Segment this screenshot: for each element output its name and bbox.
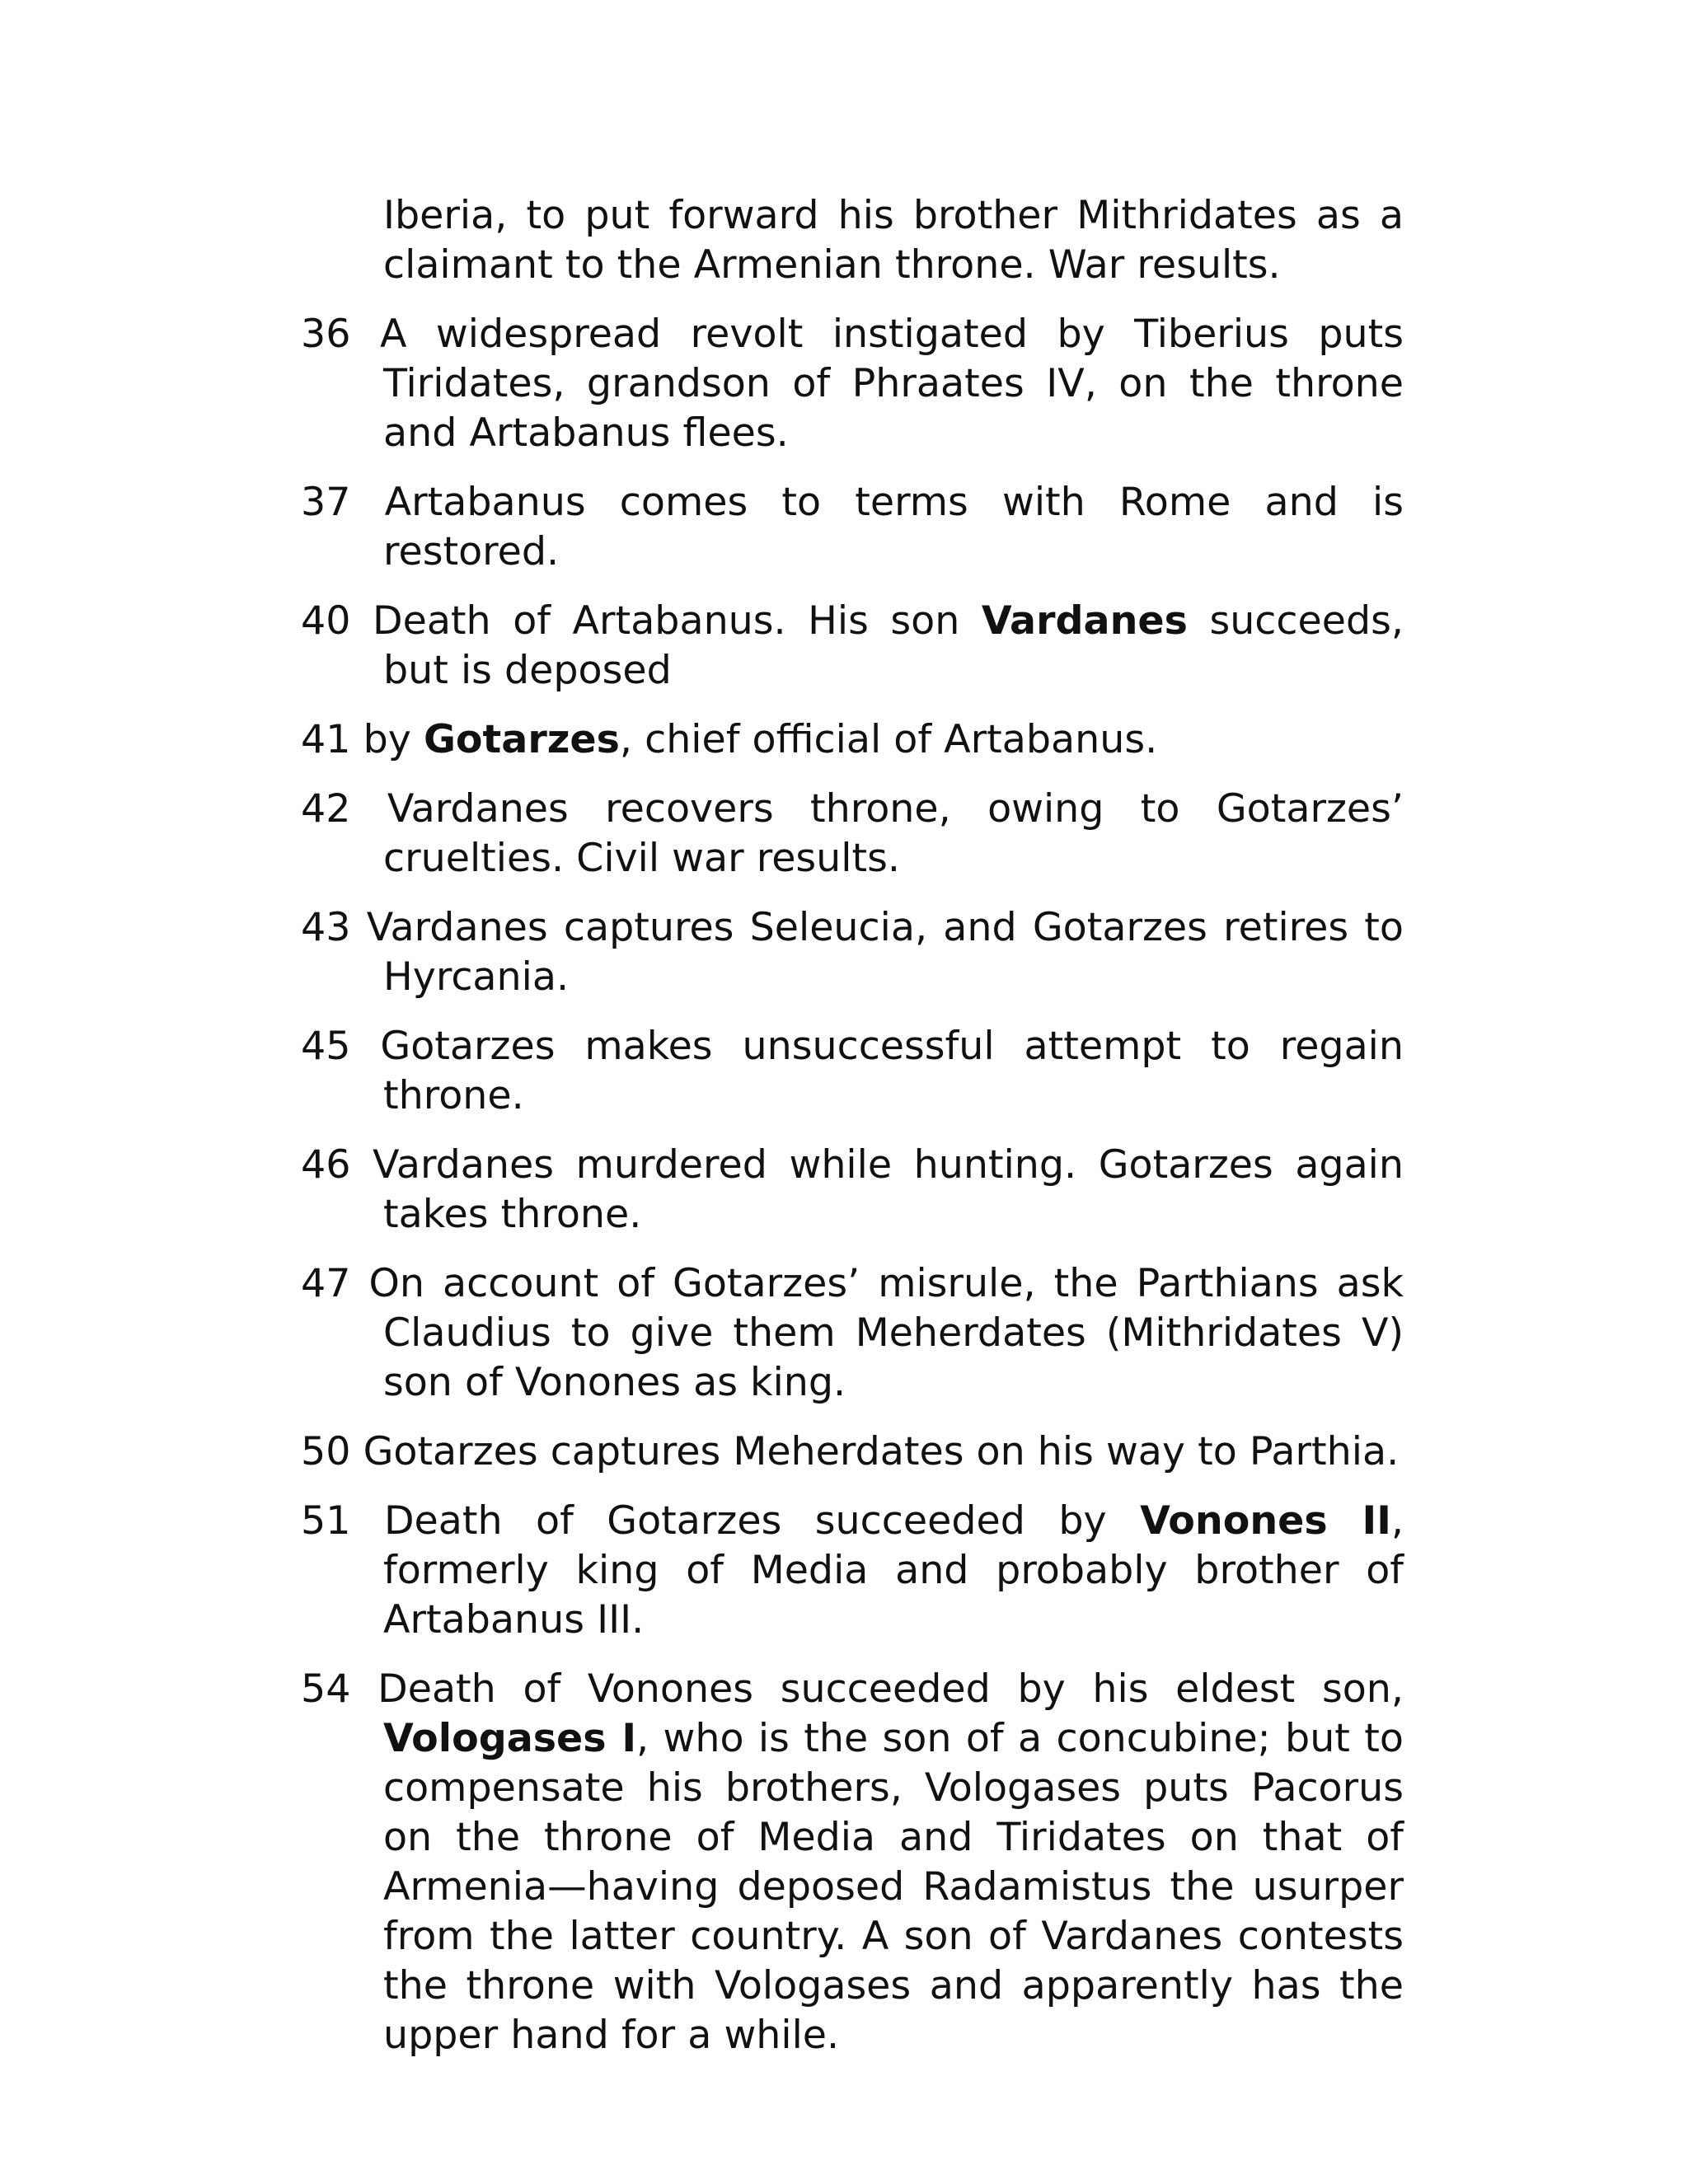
chronology-entry (301, 310, 1404, 458)
chronology-entry (301, 1665, 1404, 2060)
entry-text: Gotarzes makes unsuccessful attempt to regain throne. (380, 1024, 1404, 1118)
entry-year: 51 (301, 1498, 351, 1544)
entry-year: 36 (301, 312, 351, 357)
ruler-name: Vologases I (383, 1716, 637, 1761)
chronology-entry (301, 1141, 1404, 1240)
entry-year: 43 (301, 905, 351, 950)
entry-text: Death of Artabanus. His son (373, 598, 982, 644)
entry-year: 37 (301, 480, 351, 525)
entry-year: 41 (301, 717, 351, 762)
chronology-entry (301, 1022, 1404, 1121)
entry-text: succeeds, but is deposed (383, 598, 1404, 693)
entry-text: Vardanes captures Seleucia, and Gotarzes retires to Hyrcania. (366, 905, 1404, 1000)
entry-text: Death of Gotarzes succeeded by (383, 1498, 1141, 1544)
entry-year: 45 (301, 1024, 351, 1069)
entry-year: 40 (301, 598, 351, 644)
entry-text: , formerly king of Media and probably brother of Artabanus III. (383, 1498, 1404, 1643)
chronology-entry (301, 785, 1404, 883)
chronology-entry (301, 1427, 1404, 1477)
entry-text: by (363, 717, 424, 762)
entry-year: 46 (301, 1142, 351, 1188)
entry-text: Artabanus comes to terms with Rome and is restored. (383, 480, 1404, 574)
entry-year: 54 (301, 1666, 351, 1712)
entry-text: A widespread revolt instigated by Tiberius puts Tiridates, grandson of Phraates IV, on the throne and Artabanus flees. (379, 312, 1404, 456)
entry-text: Vardanes murdered while hunting. Gotarzes again takes throne. (373, 1142, 1404, 1237)
entry-text: , who is the son of a concubine; but to compensate his brothers, Vologases puts Pacorus on the throne of Media and Tiridates on that of Armenia—having deposed Radamistus the usurper from the latter country. A son of Vardanes contests the throne with Vologases and apparently has the upper hand for a while. (383, 1716, 1404, 2058)
entry-year: 42 (301, 786, 351, 832)
chronology-entry (301, 597, 1404, 696)
entry-year: 47 (301, 1261, 351, 1306)
entry-text: , chief official of Artabanus. (619, 717, 1158, 762)
ruler-name: Vonones II (1140, 1498, 1391, 1544)
entry-text: Iberia, to put forward his brother Mithridates as a claimant to the Armenian throne. War results. (383, 193, 1404, 288)
chronology-list (301, 191, 1404, 2080)
entry-year: 50 (301, 1429, 351, 1474)
entry-text: Vardanes recovers throne, owing to Gotarzes’ cruelties. Civil war results. (383, 786, 1404, 881)
chronology-entry (301, 903, 1404, 1002)
chronology-entry (301, 715, 1404, 765)
ruler-name: Gotarzes (423, 717, 620, 762)
chronology-entry (301, 191, 1404, 290)
entry-text: Gotarzes captures Meherdates on his way to Parthia. (363, 1429, 1400, 1474)
ruler-name: Vardanes (981, 598, 1188, 644)
entry-text: On account of Gotarzes’ misrule, the Parthians ask Claudius to give them Meherdates (Mithridates V) son of Vonones as king. (368, 1261, 1404, 1405)
chronology-entry (301, 478, 1404, 577)
chronology-entry (301, 1259, 1404, 1408)
chronology-entry (301, 1497, 1404, 1645)
entry-text: Death of Vonones succeeded by his eldest son, (377, 1666, 1404, 1712)
